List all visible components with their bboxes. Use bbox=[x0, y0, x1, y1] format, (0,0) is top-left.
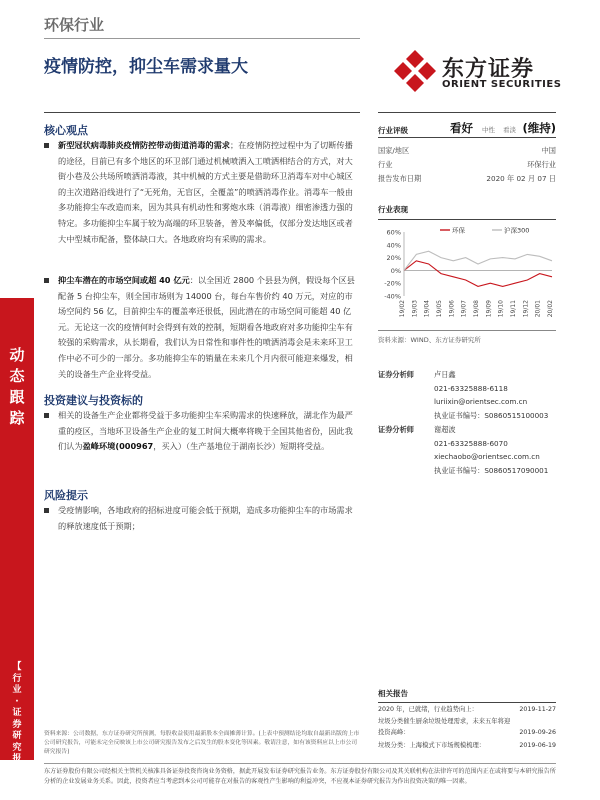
y-tick-label: 0% bbox=[390, 266, 401, 275]
risk-heading: 风险提示 bbox=[44, 489, 88, 502]
bullet-square-icon bbox=[44, 508, 49, 513]
x-tick-label: 19/08 bbox=[473, 300, 480, 318]
related-item-2[interactable]: 垃圾分类催生厨余垃圾处理需求，未来五年将迎投资高峰： 2019-09-26 bbox=[378, 718, 556, 736]
x-tick-label: 19/12 bbox=[522, 300, 530, 318]
related-item-3[interactable]: 垃圾分类：上海模式下市场规模梳理： 2019-06-19 bbox=[378, 742, 556, 749]
footer-rule bbox=[44, 763, 556, 764]
risk-bullet-text: 受疫情影响，各地政府的招标进度可能会低于预期，造成多功能抑尘车的市场需求的释放速度低于预期； bbox=[58, 505, 353, 531]
y-tick-label: 40% bbox=[386, 241, 401, 250]
analyst-name: 谢超波 bbox=[434, 425, 456, 434]
rating-row bbox=[378, 118, 556, 138]
sector-label: 环保行业 bbox=[44, 16, 105, 34]
core-bullet-1-text: ；在疫情防控过程中为了切断传播的途径，目前已有多个地区的环卫部门通过机械喷洒入工喷洒相结合的方式，对大街小巷及公共场所喷洒消毒液，其中机械的方式主要是借助环卫消毒车对中心城区的主次道路沿线进行了“无死角，无盲区，全覆盖”的喷洒消毒作业。消毒车一般由多功能抑尘车改造而来，因为其具有机动性和雾炮水珠（消毒液）细密渗透力强的特定。多功能抑尘车属于较为高端的环卫装备，普及率偏低，仅部分发达地区或者大中型城市配备，整体缺口大。各地政府均有采购的需求。 bbox=[58, 140, 354, 244]
analyst-block-1 bbox=[378, 368, 556, 422]
risk-bullet-1 bbox=[44, 503, 360, 534]
core-heading: 核心观点 bbox=[44, 124, 88, 137]
x-tick-label: 19/09 bbox=[485, 300, 493, 318]
analyst-phone: 021-63325888-6070 bbox=[434, 438, 508, 448]
rating-weak: 看淡 bbox=[503, 126, 516, 134]
invest-bullet-post: ，买入）（生产基地位于湖南长沙）短期将受益。 bbox=[153, 441, 330, 452]
company-logo bbox=[392, 48, 562, 98]
disclaimer-text: 资料来源：公司数据，东方证券研究所预测，每股收益使用最新股本全面摊薄计算。(上表中预测结论均取自最新出版的上市公司研究报告，可能未完全反映该上市公司研究报告发布之后发生的股本变化等因素。敬请注意，如有该资料应以上市公司研究报告) bbox=[44, 731, 360, 755]
sector-rule bbox=[44, 38, 360, 39]
vertical-report-category: 【 行 业 · 证 券 研 究 报 告 】 bbox=[12, 662, 22, 787]
footer-text: 东方证券股份有限公司经相关主管机关核准具备证券投资咨询业务资格，据此开展发布证券研究报告业务。东方证券股份有限公司及其关联机构在法律许可的范围内正在或将要与本研究报告所分析的企业发展业务关系。因此，投资者应当考虑到本公司可能存在对报告的客观性产生影响的利益冲突，不应视本证券研究报告为作出投资决策的唯一因素。 bbox=[44, 768, 556, 785]
y-tick-label: -40% bbox=[384, 292, 401, 301]
rating-mid: 中性 bbox=[482, 126, 495, 134]
related-heading: 相关报告 bbox=[378, 688, 556, 703]
analyst-license: 执业证书编号：S0860515100003 bbox=[434, 410, 549, 420]
bullet-square-icon bbox=[44, 413, 49, 418]
side-rule bbox=[378, 112, 556, 113]
core-bullet-2 bbox=[44, 273, 360, 382]
core-bullet-1-bold: 新型冠状病毒肺炎疫情防控带动街道消毒的需求 bbox=[58, 140, 230, 150]
invest-bullet-1 bbox=[44, 408, 360, 455]
invest-bullet-pre: 相关的设备生产企业都将受益于多功能抑尘车采购需求的快速释放，湖北作为最严重的疫区，当地环卫设备生产企业的复工时间大概率将晚于全国其他省份，因此我们认为 bbox=[58, 410, 353, 452]
rating-strong: 看好 bbox=[450, 121, 473, 135]
invest-bullet-bold: 盈峰环境(000967 bbox=[82, 441, 154, 452]
rating-label: 行业评级 bbox=[378, 126, 408, 135]
y-tick-label: 20% bbox=[386, 254, 401, 263]
y-tick-label: 60% bbox=[386, 228, 401, 237]
analyst-block-2 bbox=[378, 423, 556, 477]
vertical-report-type: 动 态 跟 踪 bbox=[9, 346, 25, 427]
core-bullet-2-text: ：以全国近 2800 个县县为例，假设每个区县配备 5 台抑尘车，则全国市场则为 14000 台，每台车售价约 40 万元，对应的市场空间约 56 亿，目前抑尘车的覆盖率还很低，因此潜在的市场空间可能超 40 亿元。无论这一次的疫情何时会得到有效的控制，短期看各地政府对多功能抑尘车有较强的采购需求，从长期看，我们认为日常性和事件性的喷洒消毒会是未来环卫工作中必不可少的一部分。多功能抑尘车的销量在未来几个月内很可能迎来爆发，相关的设备生产企业将受益。 bbox=[58, 275, 355, 379]
analyst-role: 证券分析师 bbox=[378, 370, 414, 379]
core-bullet-1 bbox=[44, 138, 360, 247]
report-title: 疫情防控，抑尘车需求量大 bbox=[44, 57, 248, 77]
logo-en-text: ORIENT SECURITIES bbox=[442, 79, 562, 90]
x-tick-label: 19/04 bbox=[423, 300, 431, 318]
performance-heading: 行业表现 bbox=[378, 204, 556, 220]
y-tick-label: -20% bbox=[384, 279, 401, 288]
series-line-1 bbox=[404, 251, 552, 270]
x-tick-label: 20/02 bbox=[547, 300, 554, 318]
rating-hold: (维持) bbox=[522, 121, 556, 135]
analyst-role: 证券分析师 bbox=[378, 425, 414, 434]
main-rule bbox=[44, 112, 360, 113]
chart-source: 资料来源：WIND、东方证券研究所 bbox=[378, 330, 556, 344]
analyst-license: 执业证书编号：S0860517090001 bbox=[434, 465, 549, 475]
legend-label-0: 环保 bbox=[452, 226, 465, 235]
x-tick-label: 19/10 bbox=[497, 300, 505, 318]
x-tick-label: 19/02 bbox=[399, 300, 406, 318]
performance-chart bbox=[378, 224, 556, 324]
x-tick-label: 19/07 bbox=[460, 300, 468, 318]
logo-cn-text: 东方证券 bbox=[442, 57, 535, 82]
series-line-0 bbox=[404, 261, 552, 287]
analyst-email[interactable]: xiechaobo@orientsec.com.cn bbox=[434, 452, 540, 461]
bullet-square-icon bbox=[44, 143, 49, 148]
bullet-square-icon bbox=[44, 278, 49, 283]
x-tick-label: 19/06 bbox=[448, 300, 456, 318]
invest-heading: 投资建议与投资标的 bbox=[44, 394, 143, 407]
related-item-1[interactable]: 2020 年，已就绪，行业趋势向上： 2019-11-27 bbox=[378, 706, 556, 713]
legend-label-1: 沪深300 bbox=[504, 226, 530, 235]
analyst-phone: 021-63325888-6118 bbox=[434, 383, 508, 393]
core-bullet-2-bold: 抑尘车潜在的市场空间或超 40 亿元 bbox=[58, 275, 190, 285]
analyst-email[interactable]: luriixin@orientsec.com.cn bbox=[434, 397, 528, 406]
x-tick-label: 20/01 bbox=[534, 300, 542, 318]
x-tick-label: 19/05 bbox=[436, 300, 443, 318]
logo-mark-icon bbox=[392, 48, 438, 94]
x-tick-label: 19/03 bbox=[411, 300, 419, 318]
analyst-name: 卢日鑫 bbox=[434, 370, 456, 379]
x-tick-label: 19/11 bbox=[510, 300, 517, 318]
